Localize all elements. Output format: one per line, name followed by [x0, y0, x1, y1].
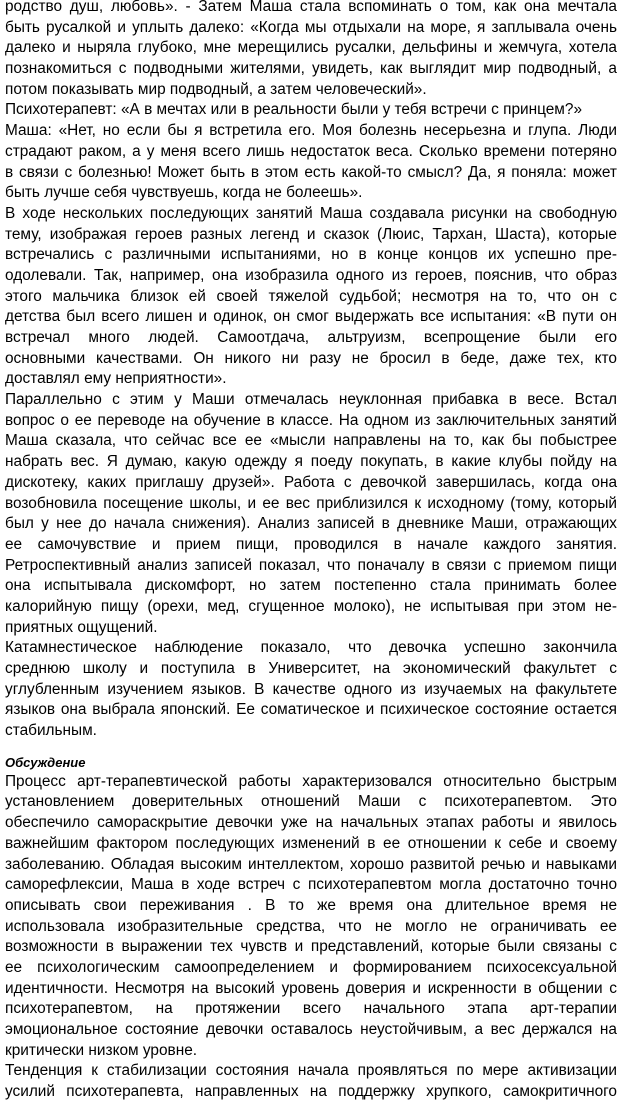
text-line: заболеванию. Обладая высоким интеллектом, хорошо развитой речью и навыками	[5, 855, 617, 873]
text-line: усилий психотерапевта, направленных на поддержку хрупкого, самокритичного	[5, 1083, 617, 1101]
text-line: доставлял ему неприятности».	[5, 370, 227, 388]
text-line: языков она выбрала японский. Ее соматическое и психическое состояние остается	[5, 701, 617, 719]
text-line: калорийную пищу (орехи, мед, сгущенное молоко), не испытывая при этом не-	[5, 597, 617, 615]
text-line: быть русалкой и уплыть далеко: «Когда мы отдыхали на море, я заплывала очень	[5, 18, 617, 36]
text-line: психотерапевтом, на протяжении всего начального этапа арт-терапии	[5, 1000, 617, 1018]
text-line: установлением доверительных отношений Маши с психотерапевтом. Это	[5, 793, 617, 811]
text-line: стабильным.	[5, 722, 97, 740]
paragraph	[5, 0, 617, 100]
text-line: познакомиться с подводными жителями, увидеть, как выглядит мир подводный, а	[5, 60, 617, 78]
paragraph	[5, 772, 617, 1062]
text-line: использовала изобразительные средства, что не могло не ограничивать ее	[5, 917, 617, 935]
text-line: обеспечило самораскрытие девочки уже на начальных этапах работы и явилось	[5, 814, 617, 832]
text-line: Процесс арт-терапевтической работы характеризовался относительно быстрым	[5, 772, 617, 790]
text-line: приятных ощущений.	[5, 618, 158, 636]
text-line: был у нее до начала снижения). Анализ записей в дневнике Маши, отражающих	[5, 515, 617, 533]
paragraph	[5, 100, 617, 121]
text-line: саморефлексии, Маша в ходе встреч с психотерапевтом могла достаточно точно	[5, 876, 617, 894]
text-line: эмоциональное состояние девочки оставалось неустойчивым, а вес держался на	[5, 1021, 617, 1038]
text-line: ее самочувствие и прием пищи, проводился в начале каждого занятия.	[5, 535, 617, 553]
text-line: Катамнестическое наблюдение показало, что девочка успешно закончила	[5, 639, 617, 657]
case-narrative	[5, 0, 617, 742]
paragraph	[5, 121, 617, 204]
text-line: она испытывала дискомфорт, но затем постепенно стала принимать более	[5, 577, 617, 595]
text-line: далеко и ныряла глубоко, мне мерещились русалки, дельфины и жемчуга, хотела	[5, 39, 617, 57]
text-line: одолевали. Так, например, она изобразила одного из героев, пояснив, что образ	[5, 266, 617, 284]
text-line: этого мальчика близок ей своей тяжелой судьбой; несмотря на то, что он с	[5, 287, 617, 305]
text-line: В ходе нескольких последующих занятий Маша создавала рисунки на свободную	[5, 204, 617, 222]
text-line: важнейшим фактором последующих изменений в ее отношении к себе и своему	[5, 834, 617, 852]
text-line: Психотерапевт: «А в мечтах или в реальности были у тебя встречи с принцем?»	[5, 101, 583, 119]
text-line: возможности в выражении тех чувств и представлений, которые были связаны с	[5, 938, 617, 956]
text-line: вопрос о ее переводе на обучение в классе. На одном из заключительных занятий	[5, 411, 617, 429]
discussion-section	[5, 772, 617, 1103]
paragraph	[5, 638, 617, 741]
text-line: описывать свои переживания . В то же время она длительное время не	[5, 896, 617, 914]
paragraph	[5, 204, 617, 390]
text-line: Маша: «Нет, но если бы я встретила его. Моя болезнь несерьезна и глупа. Люди	[5, 122, 617, 140]
text-line: идентичности. Несмотря на высокий уровень доверия и искренности в общении с	[5, 979, 617, 997]
text-line: возобновила посещение школы, и ее вес приблизился к исходному (тому, который	[5, 494, 617, 512]
text-line: быть лучше себя чувствуешь, когда не болеешь».	[5, 184, 363, 202]
text-line: Параллельно с этим у Маши отмечалась неуклонная прибавка в весе. Встал	[5, 391, 617, 409]
section-heading: Обсуждение	[5, 754, 86, 770]
text-line: встречал много людей. Самоотдача, альтруизм, всепрощение были его	[5, 329, 617, 346]
text-line: набрать вес. Я думаю, какую одежду я поеду покупать, в какие клубы пойду на	[5, 453, 617, 471]
text-line: Ретроспективный анализ записей показал, что поначалу в связи с приемом пищи	[5, 556, 617, 574]
paragraph	[5, 390, 617, 638]
text-line: углубленным изучением языков. В качестве одного из изучаемых на факультете	[5, 680, 617, 698]
text-line: среднюю школу и поступила в Университет, на экономический факультет с	[5, 660, 617, 677]
text-line: потом показывать мир подводный, а затем человеческий».	[5, 80, 427, 98]
text-line: критически низком уровне.	[5, 1041, 198, 1059]
text-line: Маша сказала, что сейчас все ее «мысли направлены на то, как бы побыстрее	[5, 432, 617, 450]
text-line: дискотеку, каких приглашу друзей». Работа с девочкой завершилась, когда она	[5, 473, 617, 491]
text-line: тему, изображая героев разных легенд и сказок (Люис, Тархан, Шаста), которые	[5, 225, 617, 243]
text-column	[5, 0, 617, 1103]
text-line: Тенденция к стабилизации состояния начала проявляться по мере активизации	[5, 1062, 617, 1080]
text-line: родство душ, любовь». - Затем Маша стала вспоминать о том, как она мечтала	[5, 0, 617, 15]
paragraph	[5, 1061, 617, 1102]
text-line: в связи с болезнью! Может быть в этом есть какой-то смысл? Да, я поняла: может	[5, 163, 617, 181]
text-line: основными качествами. Он никого ни разу не бросил в беде, даже тех, кто	[5, 349, 617, 367]
text-line: встречались с различными испытаниями, но в конце концов их успешно пре-	[5, 246, 617, 264]
text-line: детства был всего лишен и одинок, он смог выдержать все испытания: «В пути он	[5, 308, 617, 326]
text-line: ее психологическим самоопределением и формированием психосексуальной	[5, 958, 617, 976]
text-line: страдают раком, а у меня всего лишь недостаток веса. Сколько времени потеряно	[5, 142, 617, 160]
